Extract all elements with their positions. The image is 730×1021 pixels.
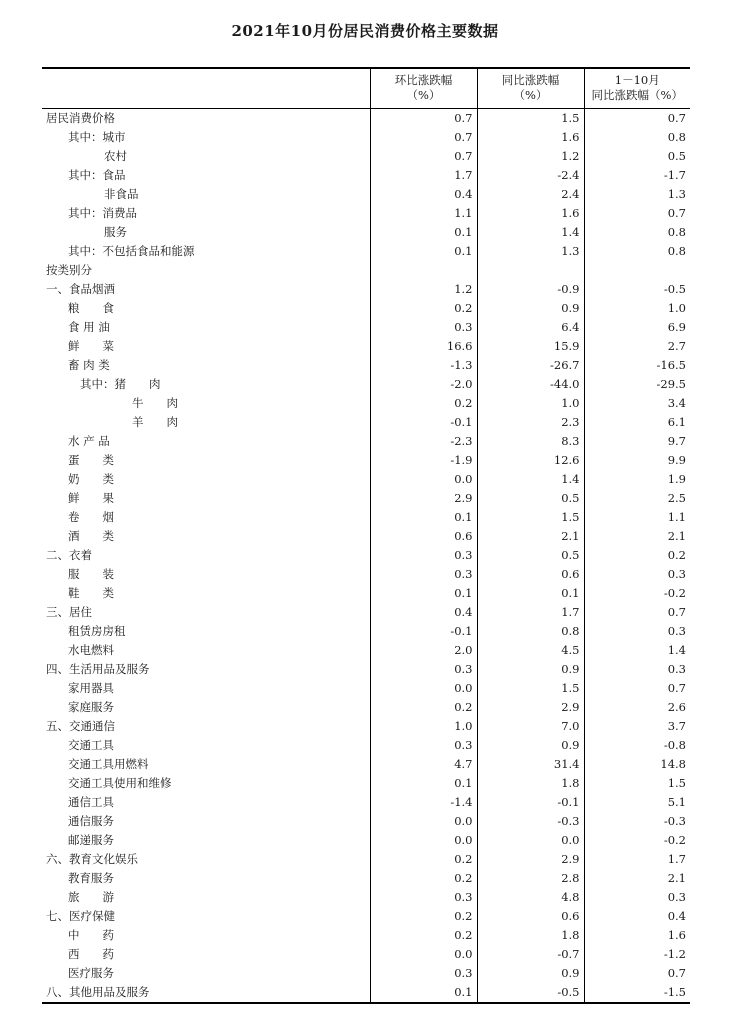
value-yoy: 1.5	[477, 108, 584, 128]
row-label: 七、医疗保健	[42, 907, 370, 926]
row-label: 水 产 品	[42, 432, 370, 451]
value-yoy: 1.7	[477, 603, 584, 622]
value-ytd: 5.1	[584, 793, 690, 812]
value-ytd: 3.7	[584, 717, 690, 736]
row-label: 家用器具	[42, 679, 370, 698]
value-yoy: 6.4	[477, 318, 584, 337]
table-row	[42, 603, 690, 622]
value-ytd: 0.3	[584, 660, 690, 679]
table-row	[42, 907, 690, 926]
row-label: 通信工具	[42, 793, 370, 812]
value-ytd: -0.5	[584, 280, 690, 299]
row-label: 其中：消费品	[42, 204, 370, 223]
row-label: 西 药	[42, 945, 370, 964]
table-header-row	[42, 68, 690, 108]
value-mom: 0.1	[370, 223, 477, 242]
value-mom: 0.2	[370, 926, 477, 945]
table-row	[42, 964, 690, 983]
value-ytd: -1.7	[584, 166, 690, 185]
row-label: 鞋 类	[42, 584, 370, 603]
table-row	[42, 888, 690, 907]
table-row	[42, 451, 690, 470]
row-label: 一、食品烟酒	[42, 280, 370, 299]
value-ytd: 6.1	[584, 413, 690, 432]
value-mom: -1.3	[370, 356, 477, 375]
value-yoy: -44.0	[477, 375, 584, 394]
table-row	[42, 470, 690, 489]
value-mom: 0.1	[370, 983, 477, 1003]
table-row	[42, 736, 690, 755]
value-mom: 0.6	[370, 527, 477, 546]
value-ytd: 0.3	[584, 622, 690, 641]
value-mom: -1.9	[370, 451, 477, 470]
cpi-data-table	[42, 67, 690, 1004]
value-mom: 0.7	[370, 128, 477, 147]
value-mom: 0.3	[370, 888, 477, 907]
value-mom: -0.1	[370, 622, 477, 641]
table-row	[42, 432, 690, 451]
value-yoy: 4.8	[477, 888, 584, 907]
table-row	[42, 185, 690, 204]
value-ytd: 1.0	[584, 299, 690, 318]
value-ytd: 6.9	[584, 318, 690, 337]
value-ytd: 0.7	[584, 679, 690, 698]
value-ytd: 1.6	[584, 926, 690, 945]
value-ytd: 1.1	[584, 508, 690, 527]
table-row	[42, 108, 690, 128]
header-mom	[370, 68, 477, 108]
value-yoy: -26.7	[477, 356, 584, 375]
value-mom: 1.7	[370, 166, 477, 185]
value-yoy: 2.8	[477, 869, 584, 888]
value-yoy: 12.6	[477, 451, 584, 470]
value-yoy: 1.8	[477, 926, 584, 945]
table-row	[42, 375, 690, 394]
value-mom: 0.2	[370, 394, 477, 413]
value-ytd: 3.4	[584, 394, 690, 413]
row-label: 牛 肉	[42, 394, 370, 413]
row-label: 水电燃料	[42, 641, 370, 660]
value-mom: 1.1	[370, 204, 477, 223]
table-row	[42, 945, 690, 964]
value-ytd: 2.1	[584, 869, 690, 888]
value-yoy: 1.8	[477, 774, 584, 793]
row-label: 交通工具使用和维修	[42, 774, 370, 793]
header-ytd	[584, 68, 690, 108]
value-yoy: -0.1	[477, 793, 584, 812]
value-mom: 0.2	[370, 850, 477, 869]
value-mom: 0.2	[370, 299, 477, 318]
row-label: 食 用 油	[42, 318, 370, 337]
value-yoy: 0.6	[477, 565, 584, 584]
row-label: 畜 肉 类	[42, 356, 370, 375]
table-row	[42, 318, 690, 337]
value-mom: 0.3	[370, 964, 477, 983]
page-title: 2021年10月份居民消费价格主要数据	[231, 22, 499, 40]
value-ytd: 1.4	[584, 641, 690, 660]
value-mom: -2.0	[370, 375, 477, 394]
value-ytd: 0.3	[584, 888, 690, 907]
header-ytd-line2: 同比涨跌幅（%）	[591, 88, 683, 103]
table-row	[42, 166, 690, 185]
value-ytd: -0.3	[584, 812, 690, 831]
row-label: 其中：猪 肉	[42, 375, 370, 394]
value-yoy: 15.9	[477, 337, 584, 356]
value-ytd: 1.7	[584, 850, 690, 869]
value-yoy: 1.6	[477, 128, 584, 147]
header-yoy-line1: 同比涨跌幅	[501, 73, 560, 88]
row-label: 中 药	[42, 926, 370, 945]
table-row	[42, 546, 690, 565]
value-yoy: 2.4	[477, 185, 584, 204]
value-yoy: -0.7	[477, 945, 584, 964]
row-label: 交通工具	[42, 736, 370, 755]
value-mom: 0.0	[370, 831, 477, 850]
row-label: 鲜 果	[42, 489, 370, 508]
value-yoy: 1.4	[477, 470, 584, 489]
row-label: 居民消费价格	[42, 108, 370, 128]
table-row	[42, 242, 690, 261]
value-mom: 0.7	[370, 147, 477, 166]
value-mom: 0.2	[370, 907, 477, 926]
table-row	[42, 147, 690, 166]
value-yoy: 1.4	[477, 223, 584, 242]
value-mom	[370, 261, 477, 280]
value-ytd: -16.5	[584, 356, 690, 375]
value-ytd: 0.5	[584, 147, 690, 166]
value-mom: 4.7	[370, 755, 477, 774]
value-mom: 0.1	[370, 774, 477, 793]
table-row	[42, 261, 690, 280]
value-yoy: 0.6	[477, 907, 584, 926]
table-row	[42, 831, 690, 850]
row-label: 通信服务	[42, 812, 370, 831]
value-ytd: 14.8	[584, 755, 690, 774]
value-yoy: 1.6	[477, 204, 584, 223]
value-yoy: 0.5	[477, 546, 584, 565]
table-row	[42, 679, 690, 698]
row-label: 邮递服务	[42, 831, 370, 850]
value-yoy: -2.4	[477, 166, 584, 185]
row-label: 八、其他用品及服务	[42, 983, 370, 1003]
value-ytd: -1.5	[584, 983, 690, 1003]
value-yoy: 2.3	[477, 413, 584, 432]
row-label: 奶 类	[42, 470, 370, 489]
value-mom: 0.3	[370, 736, 477, 755]
value-mom: 1.0	[370, 717, 477, 736]
value-ytd: 0.8	[584, 223, 690, 242]
table-row	[42, 774, 690, 793]
table-row	[42, 394, 690, 413]
row-label: 家庭服务	[42, 698, 370, 717]
row-label: 羊 肉	[42, 413, 370, 432]
value-mom: 2.0	[370, 641, 477, 660]
table-row	[42, 983, 690, 1003]
value-mom: 0.4	[370, 185, 477, 204]
table-row	[42, 622, 690, 641]
row-label: 其中：食品	[42, 166, 370, 185]
table-row	[42, 850, 690, 869]
value-mom: 0.3	[370, 318, 477, 337]
value-yoy: 1.5	[477, 508, 584, 527]
header-yoy	[477, 68, 584, 108]
header-yoy-line2: （%）	[513, 88, 548, 103]
table-row	[42, 223, 690, 242]
table-row	[42, 755, 690, 774]
value-mom: 0.0	[370, 470, 477, 489]
value-yoy: -0.9	[477, 280, 584, 299]
value-mom: 0.3	[370, 660, 477, 679]
value-yoy: 8.3	[477, 432, 584, 451]
value-ytd: 2.6	[584, 698, 690, 717]
header-item-column	[42, 68, 370, 108]
table-row	[42, 299, 690, 318]
value-ytd: -0.2	[584, 831, 690, 850]
row-label: 服 装	[42, 565, 370, 584]
value-ytd: -0.2	[584, 584, 690, 603]
row-label: 交通工具用燃料	[42, 755, 370, 774]
header-mom-line2: （%）	[406, 88, 441, 103]
value-mom: 0.1	[370, 508, 477, 527]
value-yoy: 0.9	[477, 660, 584, 679]
table-row	[42, 812, 690, 831]
value-mom: 0.3	[370, 546, 477, 565]
value-yoy: 4.5	[477, 641, 584, 660]
value-yoy: 1.0	[477, 394, 584, 413]
row-label: 非食品	[42, 185, 370, 204]
value-yoy: 2.1	[477, 527, 584, 546]
value-mom: 0.0	[370, 812, 477, 831]
value-yoy: 1.2	[477, 147, 584, 166]
value-yoy: 0.1	[477, 584, 584, 603]
value-yoy: 0.9	[477, 299, 584, 318]
row-label: 旅 游	[42, 888, 370, 907]
value-yoy: 2.9	[477, 850, 584, 869]
value-ytd: 1.5	[584, 774, 690, 793]
table-row	[42, 280, 690, 299]
table-row	[42, 641, 690, 660]
value-ytd: 2.7	[584, 337, 690, 356]
row-label: 农村	[42, 147, 370, 166]
row-label: 粮 食	[42, 299, 370, 318]
value-yoy: -0.5	[477, 983, 584, 1003]
value-yoy: 2.9	[477, 698, 584, 717]
row-label: 其中：城市	[42, 128, 370, 147]
row-label: 六、教育文化娱乐	[42, 850, 370, 869]
table-row	[42, 527, 690, 546]
header-ytd-line1: 1－10月	[614, 73, 660, 88]
row-label: 租赁房房租	[42, 622, 370, 641]
value-mom: 16.6	[370, 337, 477, 356]
row-label: 卷 烟	[42, 508, 370, 527]
table-row	[42, 128, 690, 147]
value-mom: 1.2	[370, 280, 477, 299]
value-yoy: 7.0	[477, 717, 584, 736]
value-yoy: 0.0	[477, 831, 584, 850]
value-mom: 0.2	[370, 698, 477, 717]
value-ytd: 2.5	[584, 489, 690, 508]
value-ytd: 1.9	[584, 470, 690, 489]
table-row	[42, 508, 690, 527]
row-label: 鲜 菜	[42, 337, 370, 356]
value-ytd: -29.5	[584, 375, 690, 394]
row-label: 蛋 类	[42, 451, 370, 470]
value-ytd: 0.3	[584, 565, 690, 584]
row-label: 其中：不包括食品和能源	[42, 242, 370, 261]
table-row	[42, 337, 690, 356]
value-yoy: 0.5	[477, 489, 584, 508]
table-row	[42, 413, 690, 432]
table-row	[42, 869, 690, 888]
value-yoy: 0.8	[477, 622, 584, 641]
table-row	[42, 793, 690, 812]
value-ytd: 0.7	[584, 204, 690, 223]
value-ytd: -1.2	[584, 945, 690, 964]
value-ytd: 9.7	[584, 432, 690, 451]
value-ytd: -0.8	[584, 736, 690, 755]
value-yoy: 0.9	[477, 964, 584, 983]
value-ytd: 0.8	[584, 242, 690, 261]
table-row	[42, 660, 690, 679]
value-mom: 0.7	[370, 108, 477, 128]
value-ytd	[584, 261, 690, 280]
value-mom: 0.0	[370, 679, 477, 698]
value-yoy: -0.3	[477, 812, 584, 831]
row-label: 五、交通通信	[42, 717, 370, 736]
value-yoy	[477, 261, 584, 280]
value-mom: 0.1	[370, 584, 477, 603]
value-mom: -1.4	[370, 793, 477, 812]
value-ytd: 0.7	[584, 603, 690, 622]
value-ytd: 0.7	[584, 108, 690, 128]
table-row	[42, 698, 690, 717]
value-mom: 0.2	[370, 869, 477, 888]
row-label: 医疗服务	[42, 964, 370, 983]
value-ytd: 1.3	[584, 185, 690, 204]
table-row	[42, 565, 690, 584]
table-row	[42, 584, 690, 603]
value-ytd: 0.8	[584, 128, 690, 147]
table-row	[42, 926, 690, 945]
value-mom: 0.1	[370, 242, 477, 261]
row-label: 酒 类	[42, 527, 370, 546]
table-row	[42, 717, 690, 736]
value-mom: 0.0	[370, 945, 477, 964]
table-row	[42, 489, 690, 508]
row-label: 三、居住	[42, 603, 370, 622]
value-yoy: 1.3	[477, 242, 584, 261]
row-label: 四、生活用品及服务	[42, 660, 370, 679]
value-ytd: 2.1	[584, 527, 690, 546]
table-row	[42, 356, 690, 375]
value-mom: 2.9	[370, 489, 477, 508]
value-mom: 0.3	[370, 565, 477, 584]
value-yoy: 1.5	[477, 679, 584, 698]
table-body	[42, 108, 690, 1003]
value-ytd: 0.7	[584, 964, 690, 983]
value-ytd: 9.9	[584, 451, 690, 470]
value-yoy: 31.4	[477, 755, 584, 774]
header-mom-line1: 环比涨跌幅	[394, 73, 453, 88]
value-yoy: 0.9	[477, 736, 584, 755]
row-label: 教育服务	[42, 869, 370, 888]
row-label: 按类别分	[42, 261, 370, 280]
row-label: 二、衣着	[42, 546, 370, 565]
row-label: 服务	[42, 223, 370, 242]
value-mom: -0.1	[370, 413, 477, 432]
value-mom: 0.4	[370, 603, 477, 622]
value-mom: -2.3	[370, 432, 477, 451]
value-ytd: 0.2	[584, 546, 690, 565]
table-row	[42, 204, 690, 223]
value-ytd: 0.4	[584, 907, 690, 926]
